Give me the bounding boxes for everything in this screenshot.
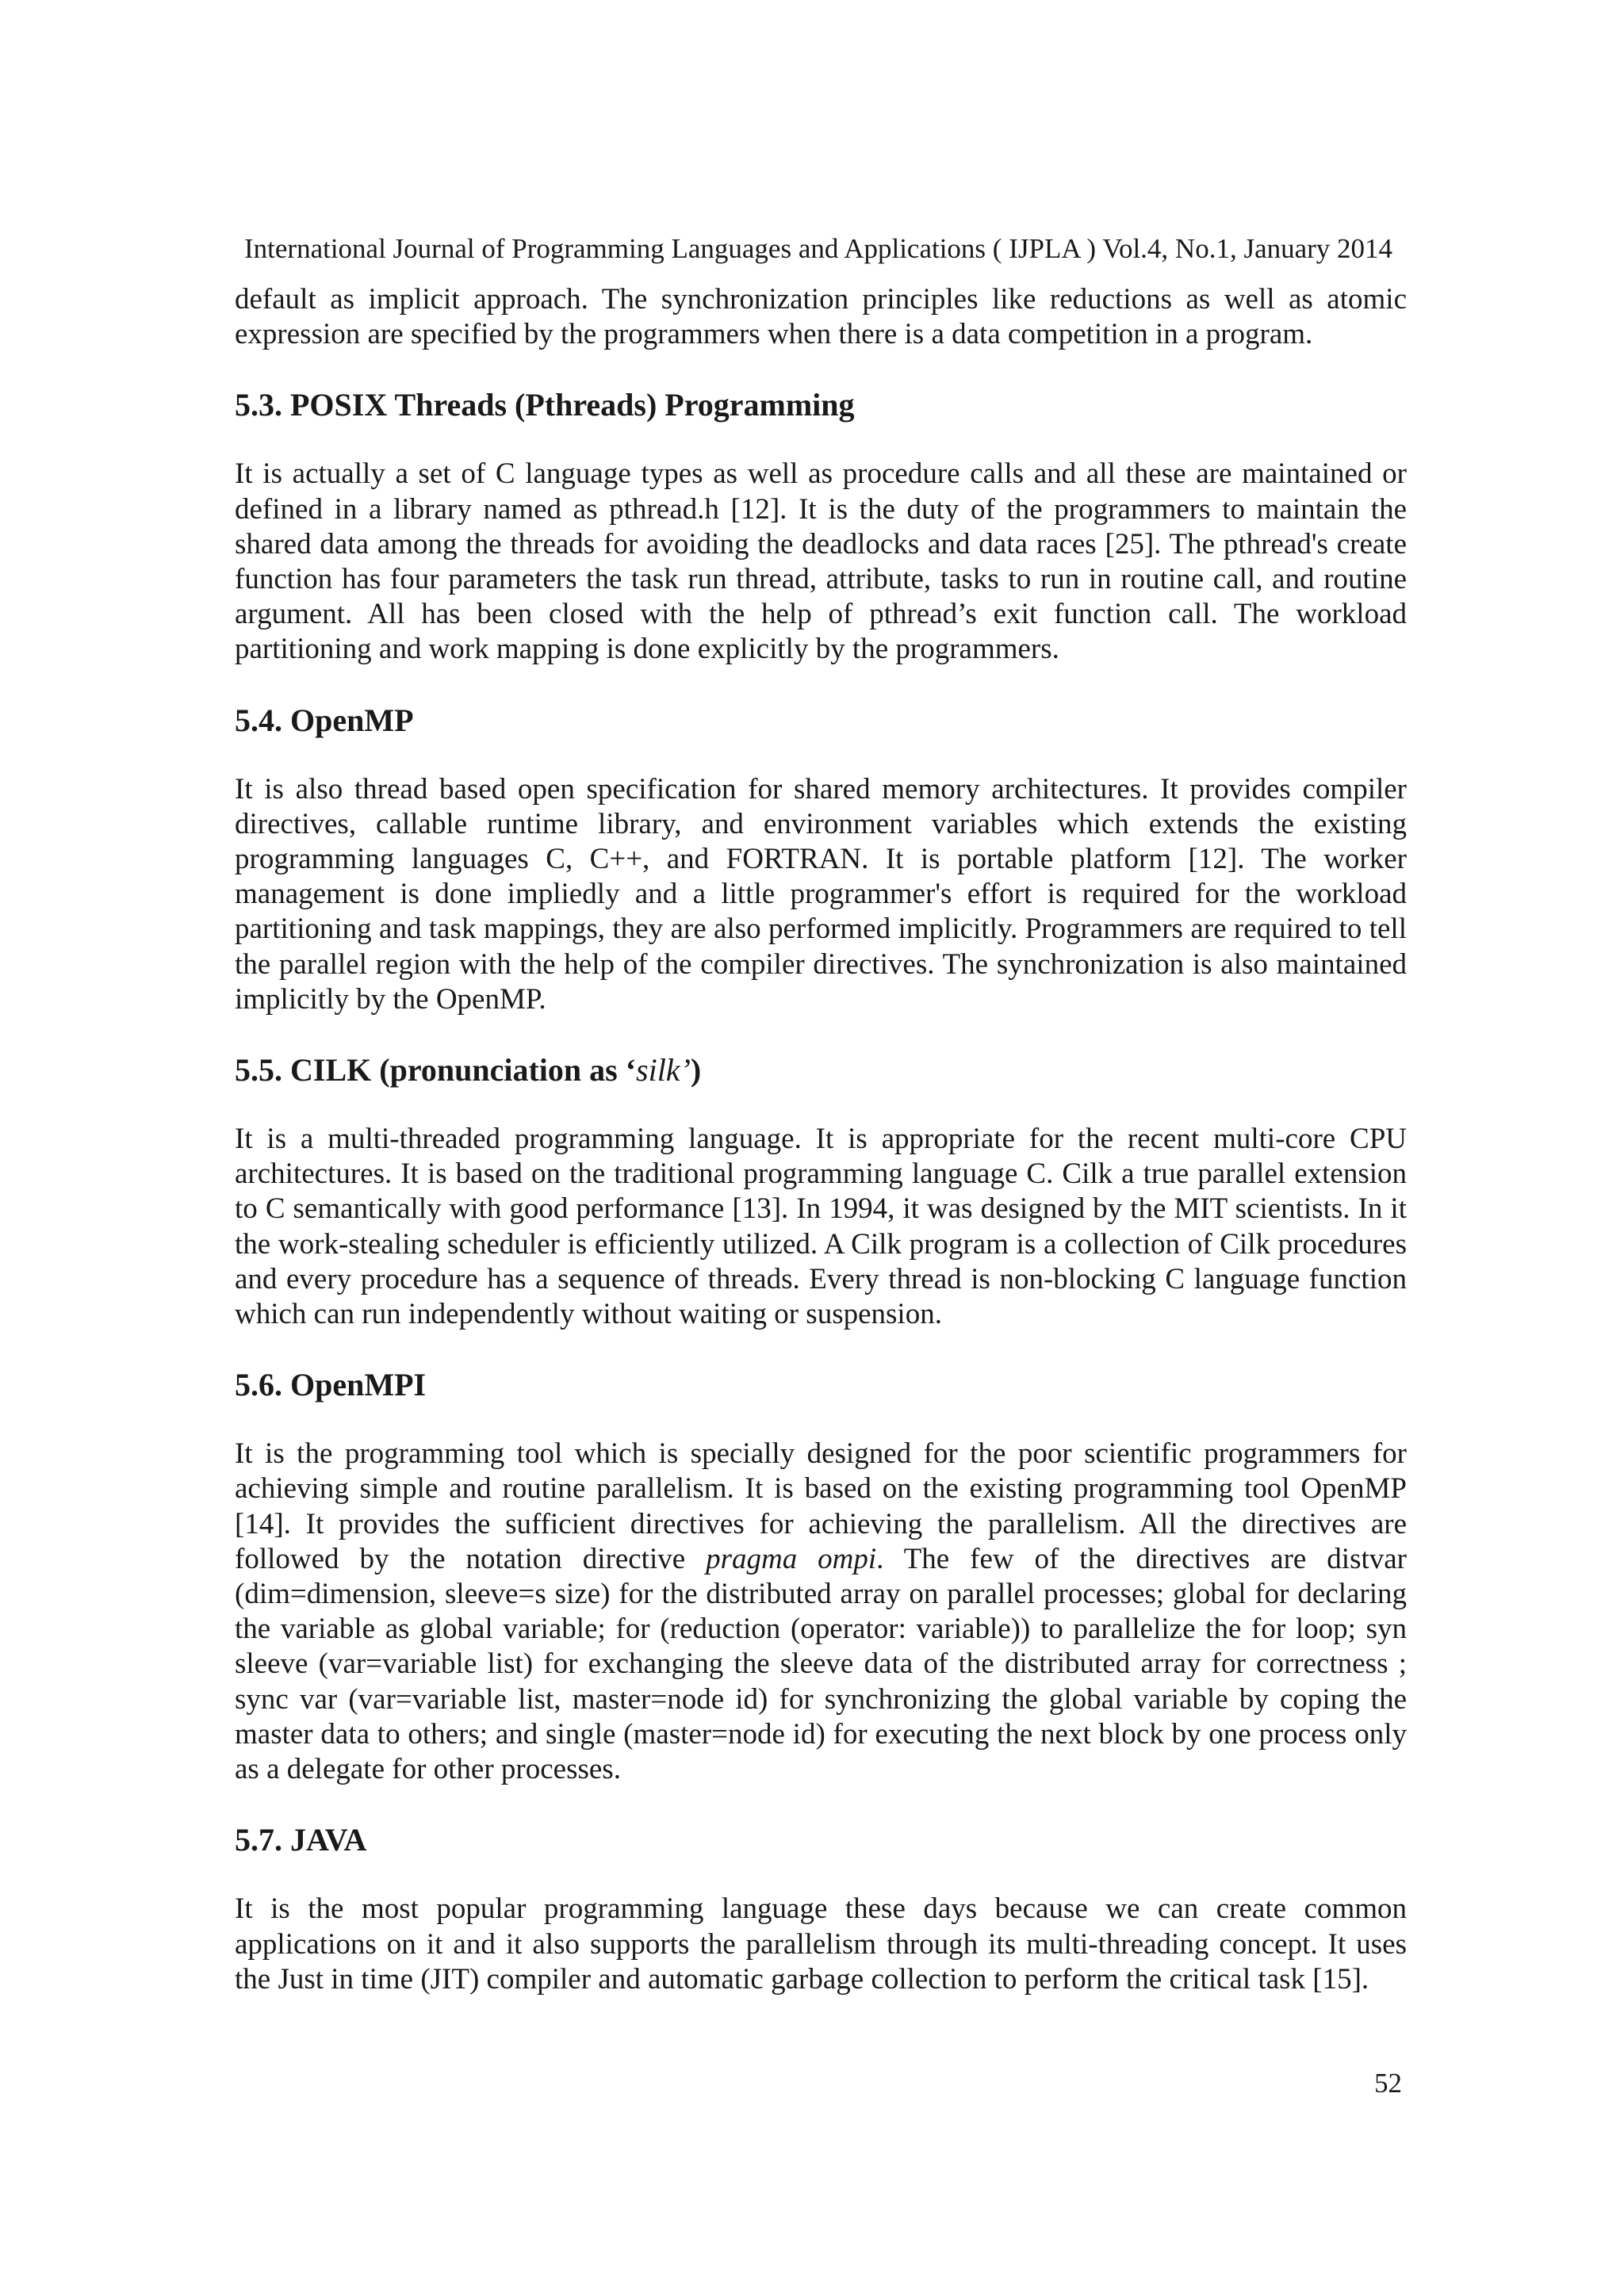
section-heading-5-4: 5.4. OpenMP [235,702,414,738]
running-header: International Journal of Programming Languages and Applications ( IJPLA ) Vol.4, No.1, January 2014 [244,233,1393,264]
section-body-5-7: It is the most popular programming language these days because we can create common applications on it and it also supports the parallelism through its multi-threading concept. It uses the Just in time (JIT) compiler and automatic garbage collection to perform the critical task [15]. [235,1892,1407,1996]
body-5-6-part2: . The few of the directives are distvar (dim=dimension, sleeve=s size) for the distributed array on parallel processes; global for declaring the variable as global variable; for (reduction (operator: variable)) to parallelize the for loop; syn sleeve (var=variable list) for exchanging the sleeve data of the distributed array for correctness ; sync var (var=variable list, master=node id) for synchronizing the global variable by coping the master data to others; and single (master=node id) for executing the next block by one process only as a delegate for other processes. [235,1542,1407,1786]
heading-5-5-italic: silk’ [636,1052,691,1089]
body-5-6-italic: pragma ompi [706,1542,877,1575]
section-heading-5-5 [235,1050,1407,1090]
section-body-5-5: It is a multi-threaded programming language. It is appropriate for the recent multi-core CPU architectures. It is based on the traditional programming language C. Cilk a true parallel extension to C semantically with good performance [13]. In 1994, it was designed by the MIT scientists. In it the work-stealing scheduler is efficiently utilized. A Cilk program is a collection of Cilk procedures and every procedure has a sequence of threads. Every thread is non-blocking C language function which can run independently without waiting or suspension. [235,1123,1407,1331]
section-body-5-4: It is also thread based open specification for shared memory architectures. It provides compiler directives, callable runtime library, and environment variables which extends the existing programming languages C, C++, and FORTRAN. It is portable platform [12]. The worker management is done impliedly and a little programmer's effort is required for the workload partitioning and task mappings, they are also performed implicitly. Programmers are required to tell the parallel region with the help of the compiler directives. The synchronization is also maintained implicitly by the OpenMP. [235,772,1407,1016]
intro-paragraph: default as implicit approach. The synchronization principles like reductions as well as atomic expression are specified by the programmers when there is a data competition in a program. [235,283,1407,351]
section-body-5-3: It is actually a set of C language types as well as procedure calls and all these are maintained or defined in a library named as pthread.h [12]. It is the duty of the programmers to maintain the shared data among the threads for avoiding the deadlocks and data races [25]. The pthread's create function has four parameters the task run thread, attribute, tasks to run in routine call, and routine argument. All has been closed with the help of pthread’s exit function call. The workload partitioning and work mapping is done explicitly by the programmers. [235,457,1407,666]
section-heading-5-3: 5.3. POSIX Threads (Pthreads) Programming [235,387,855,423]
page-content [235,282,1407,1997]
section-body-5-6 [235,1437,1407,1787]
body-5-6-part1: It is the programming tool which is specially designed for the poor scientific programmers for achieving simple and routine parallelism. It is based on the existing programming tool OpenMP [14]. It provides the sufficient directives for achieving the parallelism. All the directives are followed by the notation directive [235,1437,1407,1575]
heading-5-5-suffix: ) [690,1052,702,1089]
page-number: 52 [1374,2068,1402,2099]
section-heading-5-7: 5.7. JAVA [235,1822,367,1858]
section-heading-5-6: 5.6. OpenMPI [235,1367,427,1403]
heading-5-5-prefix: 5.5. CILK (pronunciation as ‘ [235,1052,637,1089]
